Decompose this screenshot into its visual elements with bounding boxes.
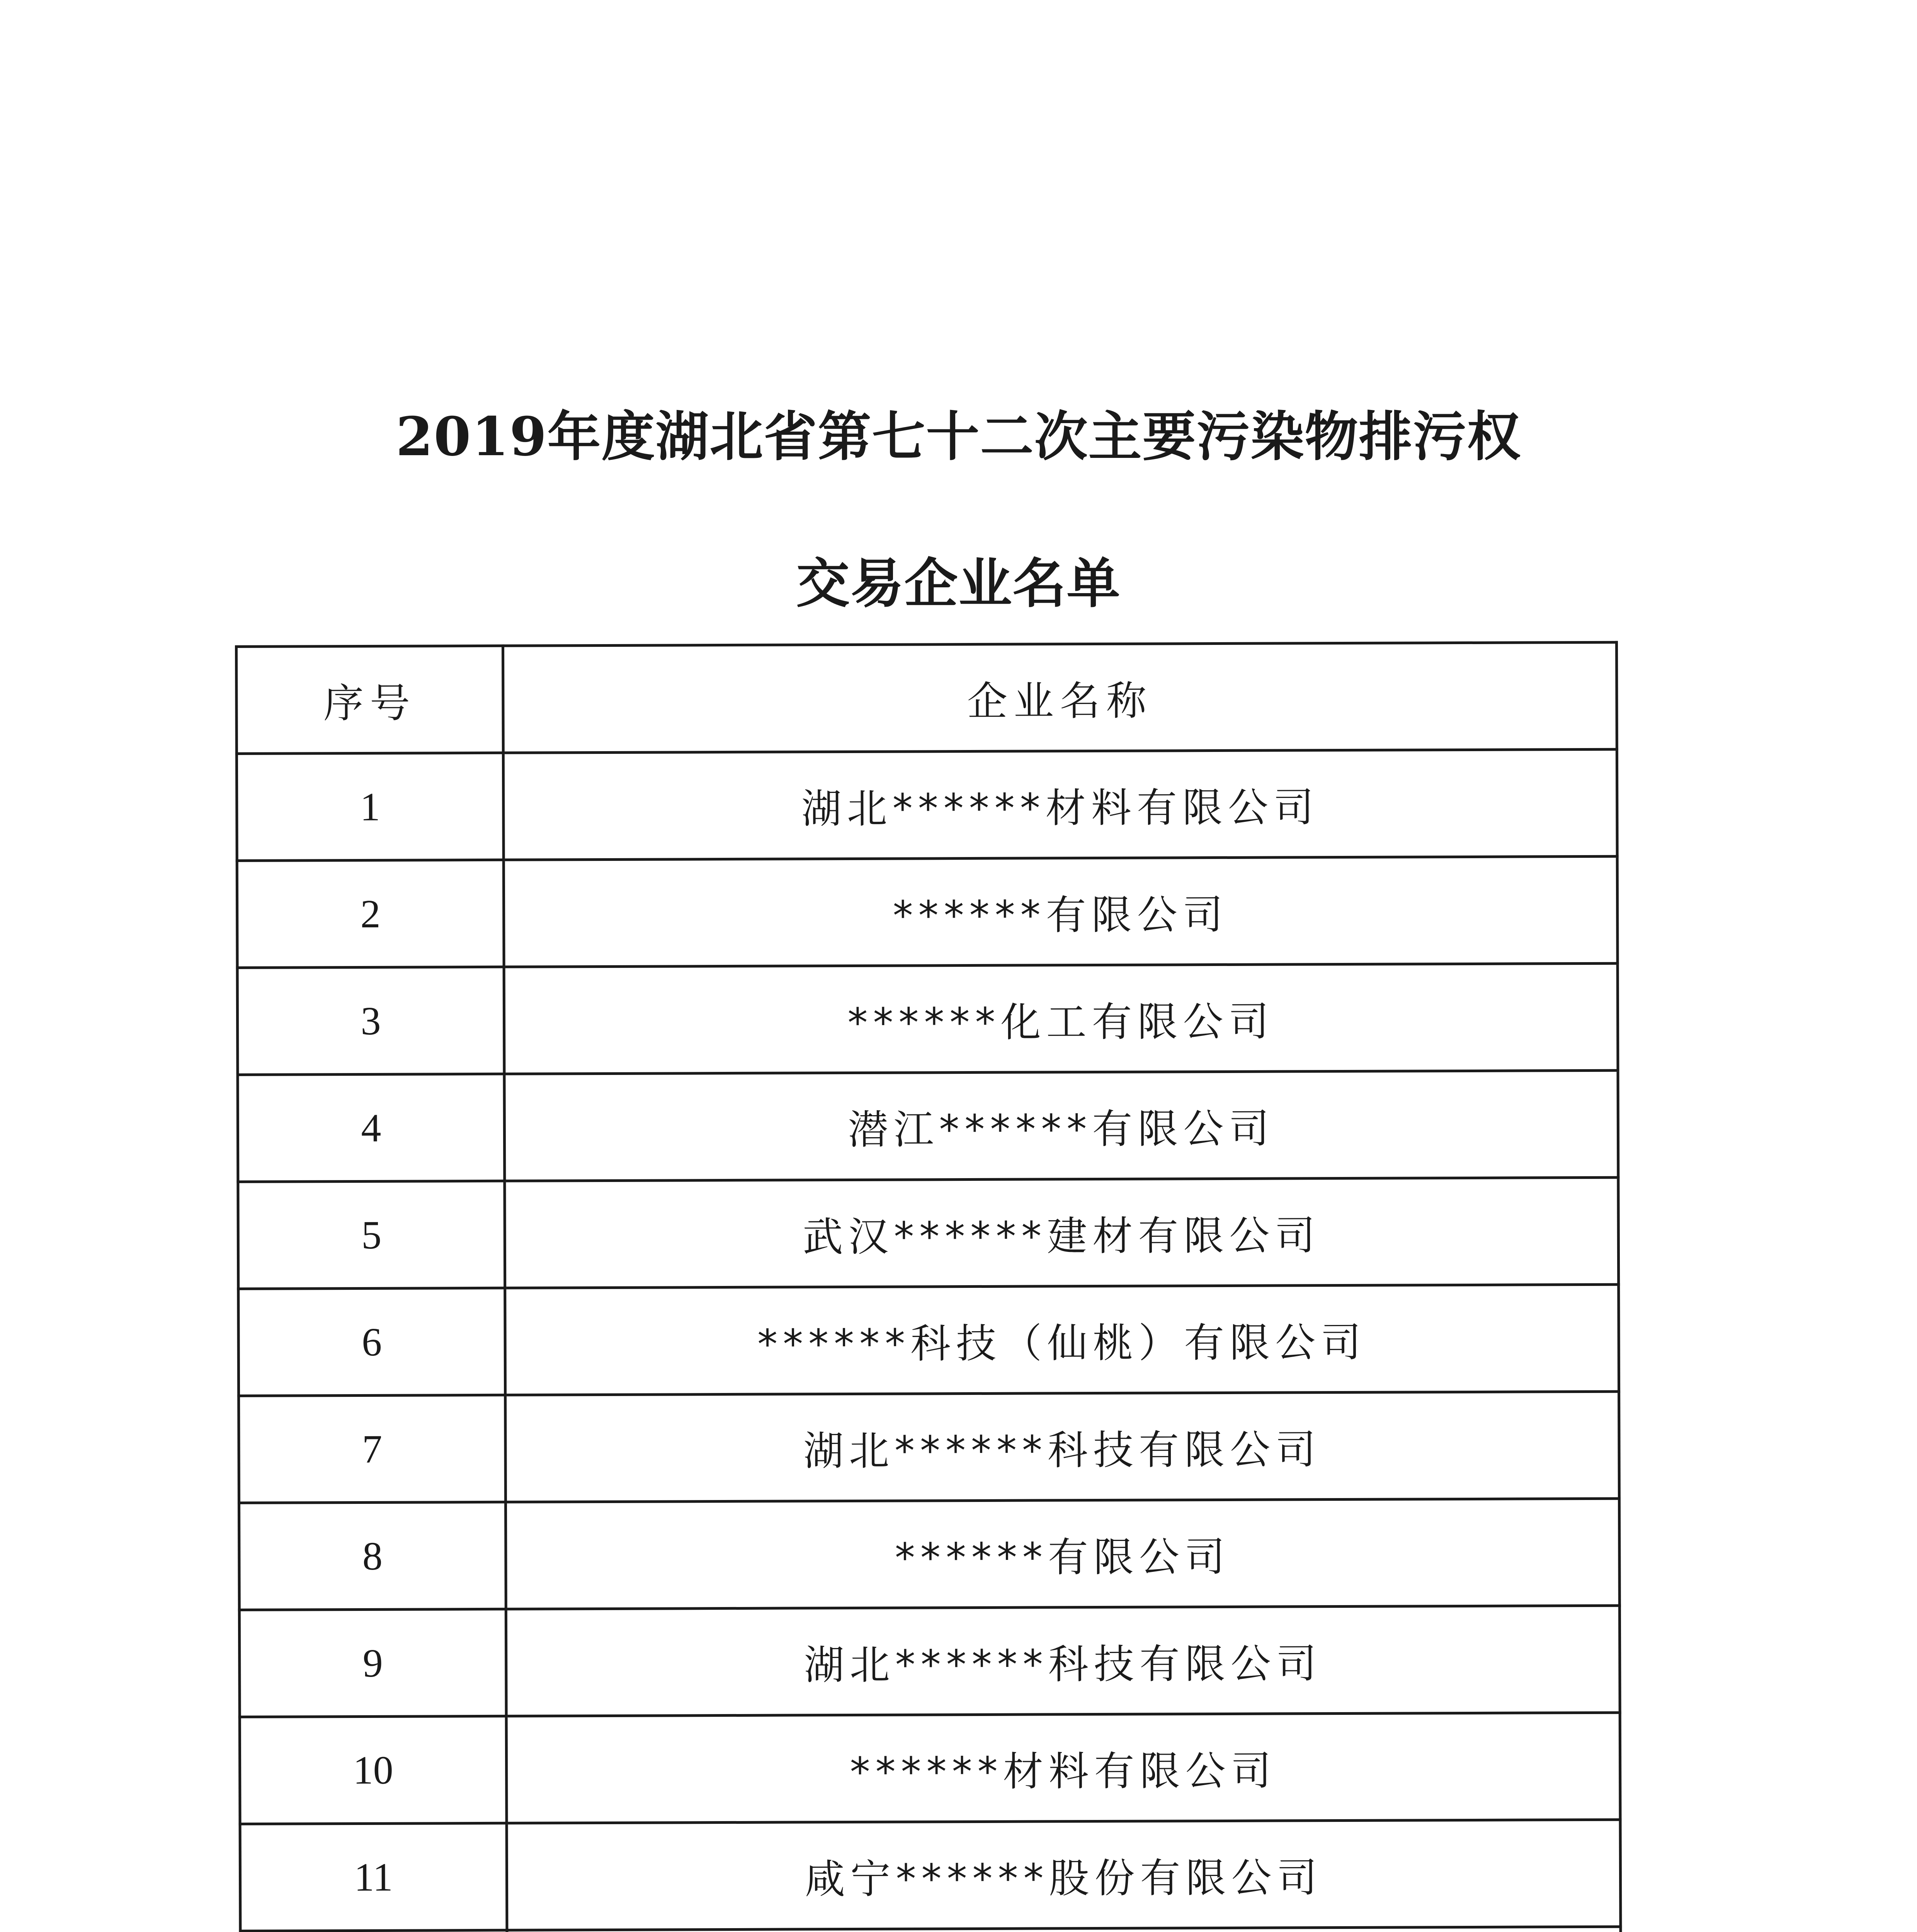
- company-name: 湖北******科技有限公司: [506, 1605, 1620, 1716]
- table-row: [239, 1498, 1619, 1610]
- table-row: [237, 856, 1618, 968]
- table-row: [239, 1605, 1620, 1717]
- company-name: ******化工有限公司: [504, 963, 1618, 1074]
- company-name: 湖北******科技有限公司: [505, 1391, 1619, 1502]
- company-name: 潜江******有限公司: [504, 1070, 1618, 1181]
- serial-number: 1: [236, 753, 503, 861]
- table-header-row: [236, 642, 1617, 753]
- serial-number: 4: [238, 1074, 505, 1182]
- serial-number: 7: [239, 1395, 506, 1503]
- serial-number: 5: [238, 1181, 505, 1289]
- serial-number: 6: [238, 1288, 505, 1396]
- company-name: ******有限公司: [503, 856, 1618, 967]
- document-title-line-2: 交易企业名单: [796, 552, 1121, 615]
- header-company-name: 企业名称: [503, 642, 1617, 753]
- table-row: [238, 1284, 1619, 1396]
- table-row: [238, 1177, 1619, 1289]
- table-row: [239, 1391, 1619, 1503]
- company-name: ******科技（仙桃）有限公司: [505, 1284, 1619, 1395]
- company-name: 武汉******建材有限公司: [505, 1177, 1619, 1288]
- document-title-line-1: 2019年度湖北省第七十二次主要污染物排污权: [396, 405, 1521, 468]
- company-name: ******材料有限公司: [506, 1713, 1620, 1823]
- serial-number: 2: [237, 860, 504, 968]
- serial-number: 9: [239, 1609, 506, 1717]
- serial-number: 8: [239, 1502, 506, 1610]
- serial-number: 3: [237, 967, 504, 1075]
- table-row: [240, 1713, 1620, 1824]
- company-list-table: [235, 641, 1623, 1932]
- table-row: [237, 963, 1618, 1075]
- company-name: 咸宁******股份有限公司: [507, 1820, 1621, 1930]
- table-row: [236, 749, 1617, 861]
- company-name: 湖北******材料有限公司: [503, 749, 1617, 860]
- company-name: ******有限公司: [505, 1498, 1619, 1609]
- serial-number: 10: [240, 1716, 507, 1824]
- serial-number: 11: [240, 1823, 507, 1931]
- table-row: [240, 1820, 1621, 1931]
- header-serial-number: 序号: [236, 646, 503, 753]
- table-row: [238, 1070, 1618, 1182]
